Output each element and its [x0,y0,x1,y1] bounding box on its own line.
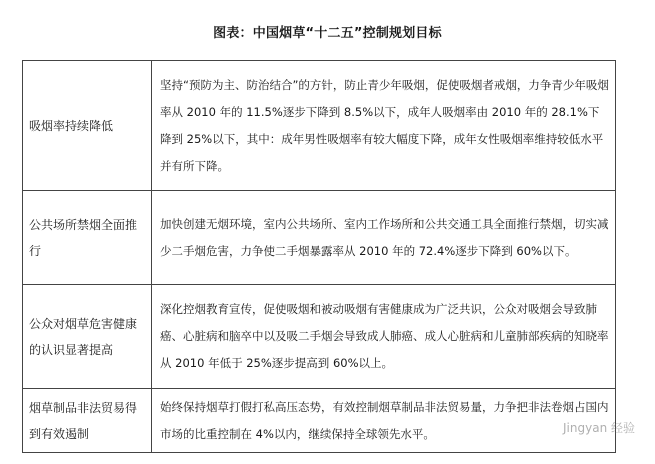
row-category: 吸烟率持续降低 [23,61,152,191]
row-description: 深化控烟教育宣传，促使吸烟和被动吸烟有害健康成为广泛共识，公众对吸烟会导致肺癌、心脏病和脑卒中以及吸二手烟会导致成人肺癌、成人心脏病和儿童肺部疾病的知晓率从 2010 年低于 25%逐步提高到 60%以上。 [152,285,616,389]
table-row [23,191,616,285]
row-category: 公众对烟草危害健康的认识显著提高 [23,285,152,389]
row-description: 坚持“预防为主、防治结合”的方针，防止青少年吸烟，促使吸烟者戒烟，力争青少年吸烟率从 2010 年的 11.5%逐步下降到 8.5%以下，成年人吸烟率由 2010 年的 28.1%下降到 25%以下，其中：成年男性吸烟率有较大幅度下降，成年女性吸烟率维持较低水平并有所下降。 [152,61,616,191]
table-row [23,389,616,453]
table-row [23,285,616,389]
page-title: 图表：中国烟草“十二五”控制规划目标 [213,26,442,41]
row-category: 烟草制品非法贸易得到有效遏制 [23,389,152,453]
watermark: Jingyan 经验 [563,421,635,435]
row-category: 公共场所禁烟全面推行 [23,191,152,285]
table-row [23,61,616,191]
row-description: 加快创建无烟环境，室内公共场所、室内工作场所和公共交通工具全面推行禁烟，切实减少二手烟危害，力争使二手烟暴露率从 2010 年的 72.4%逐步下降到 60%以下。 [152,191,616,285]
targets-table [22,60,616,453]
row-description: 始终保持烟草打假打私高压态势，有效控制烟草制品非法贸易量，力争把非法卷烟占国内市场的比重控制在 4%以内，继续保持全球领先水平。 [152,389,616,453]
